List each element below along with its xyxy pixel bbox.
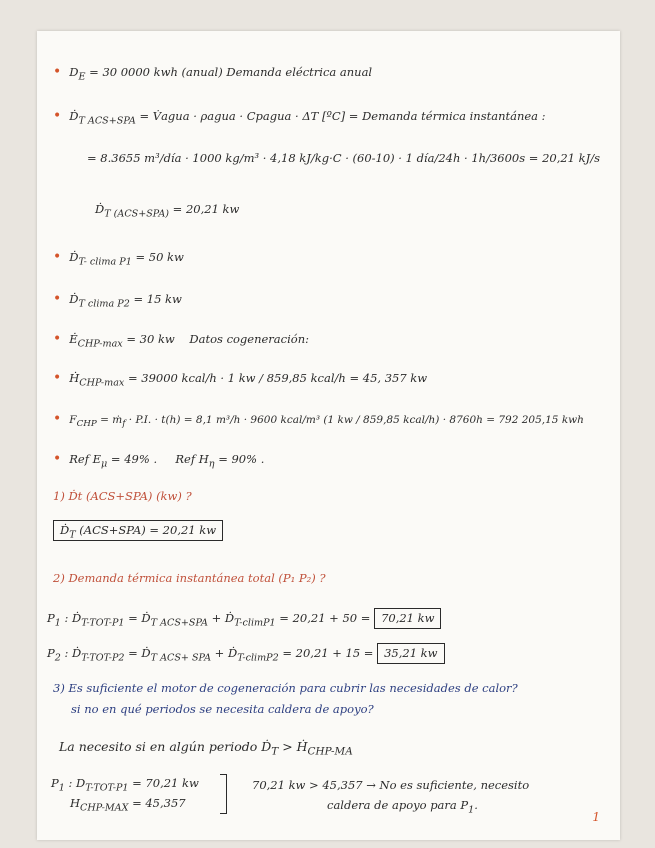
- question-2: 2) Demanda térmica instantánea total (P₁ P₂) ?: [53, 571, 326, 585]
- line-dt-definicion: • Ḋ$_{T ACS+SPA}$ = V̇agua · ρagua · Cpagua · ΔT [ºC] = Demanda térmica instantánea :: [53, 108, 546, 127]
- line-echp-max: • $Ė_{CHP-max} = 30$ kw Datos cogeneración:: [53, 331, 309, 350]
- answer-3-p1-left: $P_1$ : $D_{T-TOT-P1} = 70,21$ kw: [51, 776, 199, 794]
- question-3-line-1: 3) Es suficiente el motor de cogeneración para cubrir las necesidades de calor?: [53, 681, 518, 695]
- bracket-icon: [220, 774, 227, 814]
- line-dt-resultado: Ḋ$_{T (ACS+SPA)}$ = 20,21 kw: [95, 202, 240, 220]
- bullet-icon: •: [53, 370, 62, 386]
- question-3-line-2: si no en qué periodos se necesita caldera de apoyo?: [71, 702, 374, 716]
- bullet-icon: •: [53, 331, 62, 347]
- answer-2-p1-box: 70,21 kw: [374, 608, 441, 629]
- answer-2-p2: $P_2$ : Ḋ$_{T-TOT-P2}$ = Ḋ$_{T ACS+ SPA}$ + Ḋ$_{T-climP2}$ = 20,21 + 15 = 35,21 kw: [47, 646, 445, 663]
- answer-2-p2-box: 35,21 kw: [377, 643, 444, 664]
- answer-1: [53, 523, 223, 540]
- line-ref-rendimientos: • Ref $E_\mu = 49\%$ . Ref $H_\eta = 90\%$ .: [53, 451, 265, 470]
- handwritten-page: [37, 31, 620, 840]
- answer-3-conclusion-2: caldera de apoyo para $P_1$.: [327, 798, 478, 816]
- line-dt-calculo: = 8.3655 m³/día · 1000 kg/m³ · 4,18 kJ/kg·C · (60-10) · 1 día/24h · 1h/3600s = 20,21 kJ/s: [87, 151, 600, 165]
- bullet-icon: •: [53, 411, 62, 427]
- answer-3-hchp-left: $H_{CHP-MAX} = 45,357$: [70, 796, 186, 814]
- answer-3-intro: La necesito si en algún periodo Ḋ$_T$ > Ḣ$_{CHP-MA}$: [59, 739, 353, 758]
- bullet-icon: •: [53, 108, 62, 124]
- answer-1-box: Ḋ$_T$ (ACS+SPA) = 20,21 kw: [53, 520, 223, 541]
- page-number: 1: [592, 810, 600, 824]
- line-hchp-max: • Ḣ$_{CHP-max}$ = 39000 kcal/h · 1 kw / 859,85 kcal/h = 45, 357 kw: [53, 370, 428, 389]
- line-dt-clima-p2: • Ḋ$_{T clima P2}$ = 15 kw: [53, 291, 182, 310]
- bullet-icon: •: [53, 291, 62, 307]
- question-1: 1) Ḋt (ACS+SPA) (kw) ?: [53, 489, 192, 503]
- line-dt-clima-p1: • Ḋ$_{T- clima P1}$ = 50 kw: [53, 249, 184, 268]
- bullet-icon: •: [53, 451, 62, 467]
- line-demanda-electrica: • $D_E = 30$ 0000 kwh (anual) Demanda eléctrica anual: [53, 64, 373, 83]
- answer-3-conclusion-1: 70,21 kw > 45,357 → No es suficiente, necesito: [252, 778, 530, 792]
- bullet-icon: •: [53, 249, 62, 265]
- answer-2-p1: $P_1$ : Ḋ$_{T-TOT-P1}$ = Ḋ$_{T ACS+SPA}$ + Ḋ$_{T-climP1}$ = 20,21 + 50 = 70,21 kw: [47, 611, 441, 628]
- line-fchp: • $F_{CHP}$ = ṁ$_f$ · P.I. · t(h) = 8,1 m³/h · 9600 kcal/m³ (1 kw / 859,85 kcal/h) · 8760h = 792 205,15 kwh: [53, 411, 584, 430]
- bullet-icon: •: [53, 64, 62, 80]
